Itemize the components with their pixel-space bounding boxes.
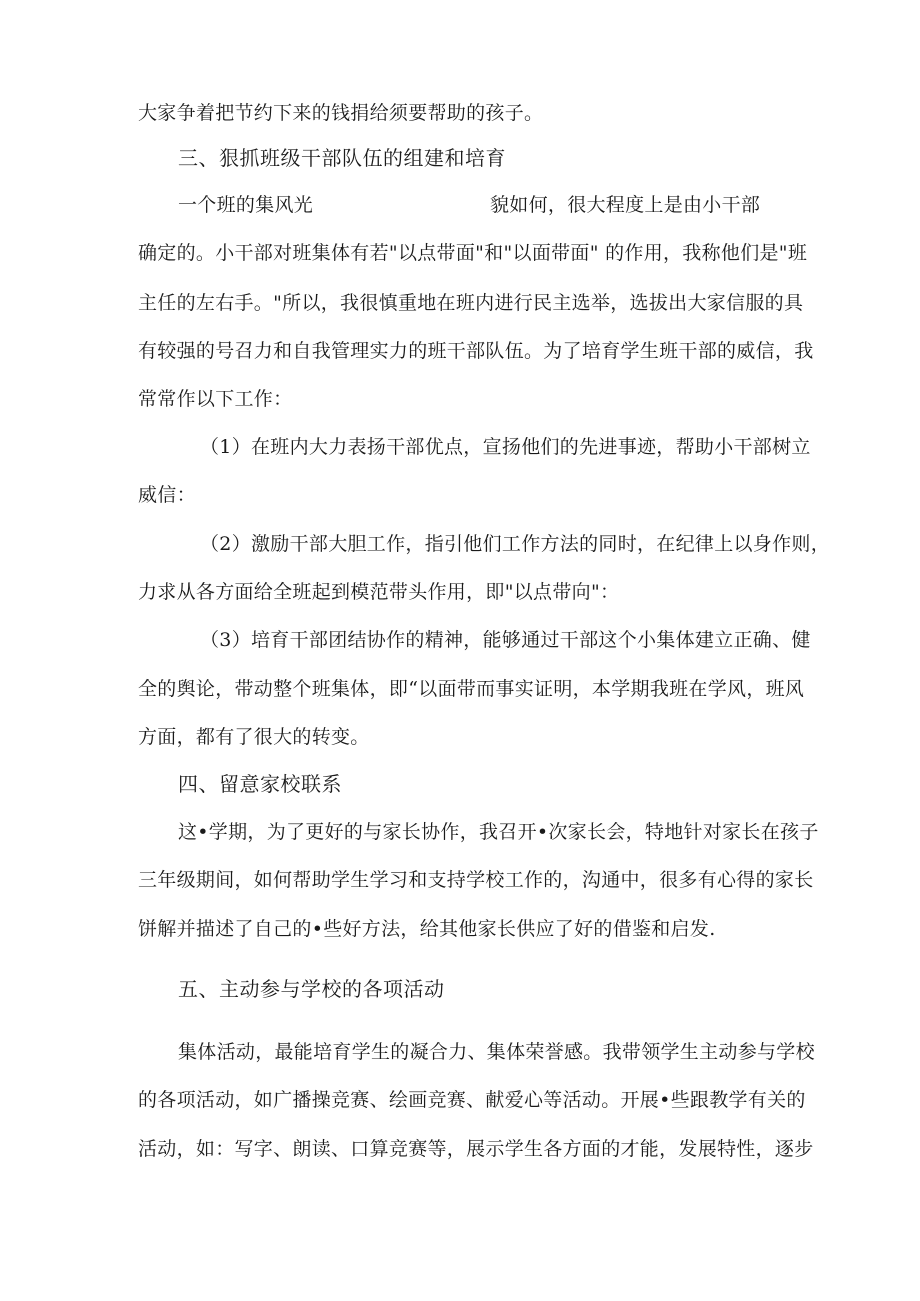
paragraph-line: 常常作以下工作：	[138, 388, 293, 410]
paragraph-line: 力求从各方面给全班起到模范带头作用，即"以点带向"：	[138, 581, 620, 603]
paragraph-line: 的各项活动，如广播操竞赛、绘画竞赛、献爱心等活动。开展•些跟教学有关的	[138, 1089, 806, 1111]
list-item-2: （2）激励干部大胆工作，指引他们工作方法的同时，在纪律上以身作则，	[200, 533, 830, 555]
paragraph-line: 活动，如：写字、朗读、口算竞赛等，展示学生各方面的才能，发展特性，逐步	[138, 1138, 814, 1160]
paragraph-line: 饼解并描述了自己的•些好方法，给其他家长供应了好的借鉴和启发.	[138, 918, 716, 940]
paragraph-line: 貌如何，很大程度上是由小干部	[490, 194, 761, 216]
paragraph-line: 这•学期，为了更好的与家长协作，我召开•次家长会，特地针对家长在孩子	[178, 821, 819, 843]
paragraph-line: 大家争着把节约下来的钱捐给须要帮助的孩子。	[138, 102, 544, 124]
paragraph-line: 一个班的集风光	[178, 194, 314, 216]
paragraph-line: 全的舆论，带动整个班集体，即“以面带而事实证明，本学期我班在学风，班风	[138, 678, 805, 700]
paragraph-line: 确定的。小干部对班集体有若"以点带面"和"以面带面" 的作用，我称他们是"班	[138, 242, 808, 264]
paragraph-line: 集体活动，最能培育学生的凝合力、集体荣誉感。我带领学生主动参与学校	[178, 1041, 815, 1063]
paragraph-line: 有较强的号召力和自我管理实力的班干部队伍。为了培育学生班干部的威信，我	[138, 340, 814, 362]
paragraph-line: 威信：	[138, 484, 196, 506]
list-item-1: （1）在班内大力表扬干部优点，宣扬他们的先进事迹，帮助小干部树立	[200, 436, 811, 458]
section-heading-5: 五、主动参与学校的各项活动	[178, 977, 445, 1001]
paragraph-line: 方面，都有了很大的转变。	[138, 726, 370, 748]
list-item-3: （3）培育干部团结协作的精神，能够通过干部这个小集体建立正确、健	[200, 629, 811, 651]
paragraph-line: 三年级期间，如何帮助学生学习和支持学校工作的，沟通中，很多有心得的家长	[138, 869, 814, 891]
section-heading-4: 四、留意家校联系	[178, 772, 342, 796]
section-heading-3: 三、狠抓班级干部队伍的组建和培育	[178, 146, 506, 170]
paragraph-line: 主任的左右手。"所以，我很慎重地在班内进行民主选举，选拔出大家信服的具	[138, 292, 804, 314]
